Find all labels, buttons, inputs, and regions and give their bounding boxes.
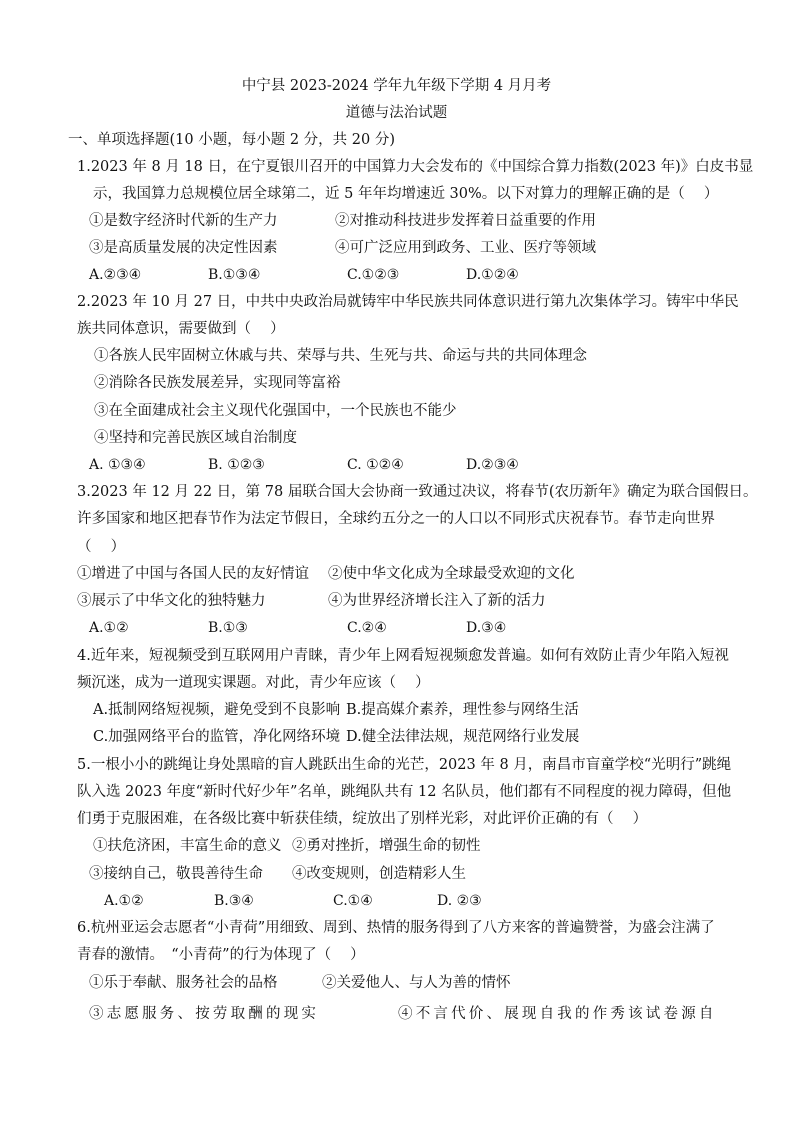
question-stem: 队入选 2023 年度“新时代好少年”名单，跳绳队共有 12 名队员，他们都有不同程度的视力障碍，但他 <box>77 784 732 800</box>
statement-4: ④坚持和完善民族区域自治制度 <box>94 430 297 446</box>
statement-1: ①各族人民牢固树立休戚与共、荣辱与共、生死与共、命运与共的共同体理念 <box>94 348 587 364</box>
option-d: D.②③④ <box>466 457 519 473</box>
statement-4: ④为世界经济增长注入了新的活力 <box>328 593 546 609</box>
statement-2: ②关爱他人、与人为善的情怀 <box>322 975 511 991</box>
option-c: C.①②③ <box>347 267 400 283</box>
option-a: A.抵制网络短视频，避免受到不良影响 <box>93 702 341 718</box>
option-a: A. ①③④ <box>89 457 146 473</box>
question-stem: 族共同体意识，需要做到（ ） <box>77 321 285 337</box>
statement-3: ③在全面建成社会主义现代化强国中，一个民族也不能少 <box>94 403 457 419</box>
option-c: C.加强网络平台的监管，净化网络环境 <box>93 729 341 745</box>
question-stem: 许多国家和地区把春节作为法定节假日，全球约五分之一的人口以不同形式庆祝春节。春节走向世界 <box>77 511 715 527</box>
option-a: A.①② <box>104 893 144 909</box>
option-c: C.②④ <box>347 620 387 636</box>
statement-2: ②消除各民族发展差异，实现同等富裕 <box>94 375 341 391</box>
statement-2: ②勇对挫折，增强生命的韧性 <box>292 838 481 854</box>
option-b: B.①③ <box>208 620 248 636</box>
statement-3: ③是高质量发展的决定性因素 <box>89 240 278 256</box>
question-stem: 频沉迷，成为一道现实课题。对此，青少年应该（ ） <box>77 675 430 691</box>
option-b: B. ①②③ <box>208 457 265 473</box>
question-stem: 3.2023 年 12 月 22 日，第 78 届联合国大会协商一致通过决议，将春节(农历新年》确定为联合国假日。 <box>77 484 758 500</box>
question-stem: 6.杭州亚运会志愿者“小青荷”用细致、周到、热情的服务得到了八方来客的普遍赞誉，为盛会注满了 <box>77 920 715 936</box>
statement-1: ①是数字经济时代新的生产力 <box>89 213 278 229</box>
statement-4: ④不言代价、展现自我的作秀该试卷源自 <box>398 1006 717 1022</box>
option-a: A.②③④ <box>89 267 142 283</box>
statement-4: ④改变规则，创造精彩人生 <box>292 866 466 882</box>
question-stem: 青春的激情。 “小青荷”的行为体现了（ ） <box>77 947 365 963</box>
statement-1: ①扶危济困，丰富生命的意义 <box>93 838 282 854</box>
exam-title: 中宁县 2023-2024 学年九年级下学期 4 月月考 <box>241 78 552 94</box>
statement-2: ②对推动科技进步发挥着日益重要的作用 <box>335 213 596 229</box>
question-stem: 2.2023 年 10 月 27 日，中共中央政治局就铸牢中华民族共同体意识进行第九次集体学习。铸牢中华民 <box>77 294 739 310</box>
option-c: C.①④ <box>333 893 373 909</box>
option-b: B.③④ <box>214 893 254 909</box>
statement-3: ③志愿服务、按劳取酬的现实 <box>89 1006 320 1022</box>
statement-3: ③展示了中华文化的独特魅力 <box>77 593 266 609</box>
question-stem: 5.一根小小的跳绳让身处黑暗的盲人跳跃出生命的光芒，2023 年 8 月，南昌市盲童学校“光明行”跳绳 <box>77 757 732 773</box>
question-stem: 4.近年来，短视频受到互联网用户青睐，青少年上网看短视频愈发普遍。如何有效防止青少年陷入短视 <box>77 648 729 664</box>
option-d: D.①②④ <box>466 267 519 283</box>
exam-subtitle: 道德与法治试题 <box>345 105 448 121</box>
option-d: D.健全法律法规，规范网络行业发展 <box>346 729 580 745</box>
statement-1: ①增进了中国与各国人民的友好情谊 <box>77 566 309 582</box>
statement-3: ③接纳自己，敬畏善待生命 <box>89 866 263 882</box>
question-stem: （ ） <box>77 539 126 555</box>
option-d: D. ②③ <box>437 893 482 909</box>
option-c: C. ①②④ <box>347 457 404 473</box>
statement-1: ①乐于奉献、服务社会的品格 <box>89 975 278 991</box>
section-heading: 一、单项选择题(10 小题，每小题 2 分，共 20 分) <box>68 132 395 148</box>
option-d: D.③④ <box>466 620 507 636</box>
statement-4: ④可广泛应用到政务、工业、医疗等领域 <box>335 240 596 256</box>
option-a: A.①② <box>89 620 129 636</box>
statement-2: ②使中华文化成为全球最受欢迎的文化 <box>328 566 575 582</box>
option-b: B.提高媒介素养，理性参与网络生活 <box>346 702 579 718</box>
option-b: B.①③④ <box>208 267 261 283</box>
question-stem: 们勇于克服困难，在各级比赛中斩获佳绩，绽放出了别样光彩，对此评价正确的有（ ） <box>77 811 648 827</box>
question-stem: 1.2023 年 8 月 18 日，在宁夏银川召开的中国算力大会发布的《中国综合算力指数(2023 年)》白皮书显 <box>77 159 754 175</box>
question-stem: 示，我国算力总规模位居全球第二，近 5 年年均增速近 30%。以下对算力的理解正确的是（ ） <box>93 186 719 202</box>
